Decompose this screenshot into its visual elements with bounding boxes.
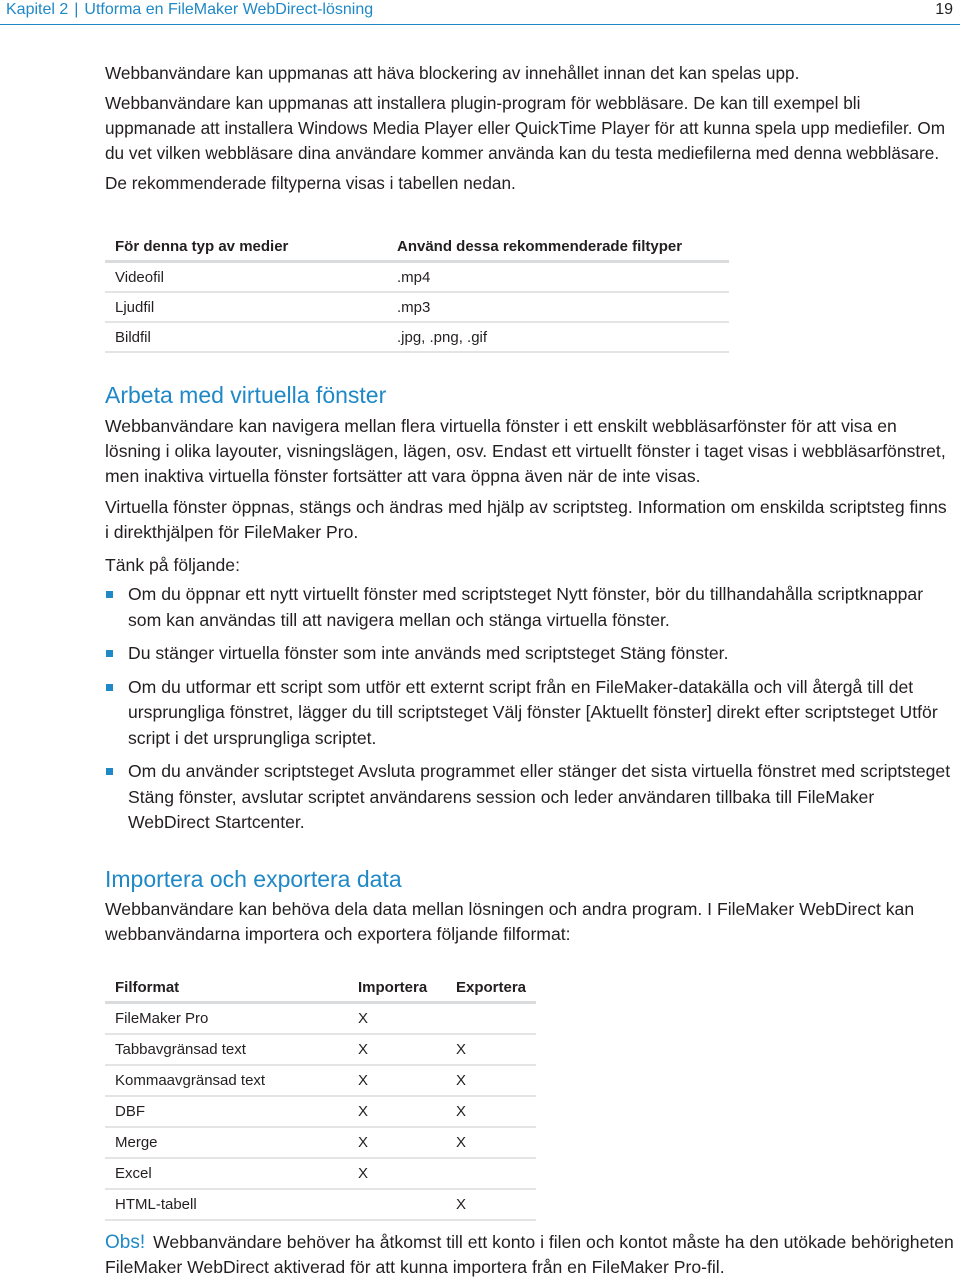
column-header: Importera <box>348 974 446 1003</box>
bullet-square-icon <box>106 650 113 657</box>
bullet-square-icon <box>106 684 113 691</box>
table-row <box>105 1158 536 1189</box>
table-cell: X <box>446 1096 536 1127</box>
table-cell <box>446 1003 536 1035</box>
bullet-square-icon <box>106 591 113 598</box>
table-cell: X <box>348 1127 446 1158</box>
list-item <box>105 675 955 752</box>
table-cell: Kommaavgränsad text <box>105 1065 348 1096</box>
table-cell: X <box>446 1065 536 1096</box>
header-rule <box>0 24 960 25</box>
table-cell: Excel <box>105 1158 348 1189</box>
virtual-paragraph-1: Webbanvändare kan navigera mellan flera virtuella fönster i ett enskilt webbläsarfönster för att visa en lösning i olika layouter, visningslägen, lägen, osv. Endast ett virtuellt fönster i taget visas i webbläsarfönstret, men inaktiva virtuella fönster fortsätter att vara öppna även när de inte visas. <box>105 416 946 486</box>
table-cell: .jpg, .png, .gif <box>387 322 729 352</box>
table-cell: Bildfil <box>105 322 387 352</box>
table-cell: X <box>348 1096 446 1127</box>
intro-paragraph-2: Webbanvändare kan uppmanas att installera plugin-program för webbläsare. De kan till exempel bli uppmanade att installera Windows Media Player eller QuickTime Player för att kunna spela upp mediefiler. Om du vet vilken webbläsare dina användare kommer använda kan du testa mediefilerna med denna webbläsare. <box>105 93 946 163</box>
table-cell: HTML-tabell <box>105 1189 348 1220</box>
intro-paragraph-1: Webbanvändare kan uppmanas att häva blockering av innehållet innan det kan spelas upp. <box>105 63 800 83</box>
header-separator: | <box>74 1 79 18</box>
intro-text <box>105 61 955 196</box>
table-cell <box>348 1189 446 1220</box>
table-row <box>105 262 729 293</box>
note-text: Webbanvändare behöver ha åtkomst till ett konto i filen och kontot måste ha den utökade behörigheten FileMaker WebDirect aktiverad för att kunna importera från en FileMaker Pro-fil. <box>105 1232 954 1277</box>
page-number: 19 <box>935 1 953 18</box>
list-item <box>105 641 955 667</box>
table-cell: Ljudfil <box>105 292 387 322</box>
table-cell: Videofil <box>105 262 387 293</box>
bullet-square-icon <box>106 768 113 775</box>
table-header-row <box>105 974 536 1003</box>
table-cell: .mp3 <box>387 292 729 322</box>
intro-paragraph-3: De rekommenderade filtyperna visas i tabellen nedan. <box>105 173 516 193</box>
virtual-paragraph-3: Tänk på följande: <box>105 555 240 575</box>
table-cell: X <box>348 1065 446 1096</box>
note-label: Obs! <box>105 1232 146 1253</box>
import-paragraph-1: Webbanvändare kan behöva dela data mellan lösningen och andra program. I FileMaker WebDirect kan webbanvändarna importera och exportera följande filformat: <box>105 899 915 944</box>
table-row <box>105 322 729 352</box>
table-row <box>105 1127 536 1158</box>
table-cell: DBF <box>105 1096 348 1127</box>
table-cell: Tabbavgränsad text <box>105 1034 348 1065</box>
table-row <box>105 1065 536 1096</box>
chapter-label: Kapitel 2 <box>6 1 69 18</box>
page-header <box>0 0 960 24</box>
table-cell: FileMaker Pro <box>105 1003 348 1035</box>
table-cell: X <box>446 1189 536 1220</box>
table-row <box>105 1034 536 1065</box>
section-heading-import-export: Importera och exportera data <box>105 866 402 892</box>
table-cell <box>446 1158 536 1189</box>
table-cell: X <box>348 1003 446 1035</box>
list-item-text: Om du använder scriptsteget Avsluta programmet eller stänger det sista virtuella fönstret med scriptsteget Stäng fönster, avslutar scriptet användarens session och leder användaren tillbaka till FileMaker WebDirect Startcenter. <box>128 761 951 832</box>
table-cell: Merge <box>105 1127 348 1158</box>
chapter-title: Utforma en FileMaker WebDirect-lösning <box>84 1 374 18</box>
table-cell: X <box>348 1158 446 1189</box>
table-row <box>105 1096 536 1127</box>
list-item <box>105 582 955 633</box>
list-item-text: Du stänger virtuella fönster som inte används med scriptsteget Stäng fönster. <box>128 643 729 663</box>
column-header: Exportera <box>446 974 536 1003</box>
section-heading-virtual-windows: Arbeta med virtuella fönster <box>105 382 387 408</box>
table-row <box>105 292 729 322</box>
running-head <box>6 0 373 20</box>
import-export-text <box>105 897 955 947</box>
list-item <box>105 759 955 836</box>
virtual-windows-text <box>105 414 955 578</box>
table-header-row <box>105 232 729 262</box>
list-item-text: Om du öppnar ett nytt virtuellt fönster med scriptsteget Nytt fönster, bör du tillhandahålla scriptknappar som kan användas till att navigera mellan och stänga virtuella fönster. <box>128 584 924 630</box>
note-block <box>105 1230 955 1280</box>
file-formats-table <box>105 974 536 1221</box>
media-filetypes-table <box>105 232 729 353</box>
table-cell: X <box>446 1034 536 1065</box>
table-cell: .mp4 <box>387 262 729 293</box>
column-header: För denna typ av medier <box>105 232 387 262</box>
table-row <box>105 1189 536 1220</box>
virtual-paragraph-2: Virtuella fönster öppnas, stängs och ändras med hjälp av scriptsteg. Information om enskilda scriptsteg finns i direkthjälpen för FileMaker Pro. <box>105 497 947 542</box>
list-item-text: Om du utformar ett script som utför ett externt script från en FileMaker-datakälla och vill återgå till det ursprungliga fönstret, lägger du till scriptsteget Välj fönster [Aktuellt fönster] direkt efter scriptsteget Utför script i det ursprungliga scriptet. <box>128 676 938 748</box>
table-cell: X <box>348 1034 446 1065</box>
column-header: Filformat <box>105 974 348 1003</box>
column-header: Använd dessa rekommenderade filtyper <box>387 232 729 262</box>
table-cell: X <box>446 1127 536 1158</box>
table-row <box>105 1003 536 1035</box>
virtual-windows-bullet-list <box>105 582 955 844</box>
